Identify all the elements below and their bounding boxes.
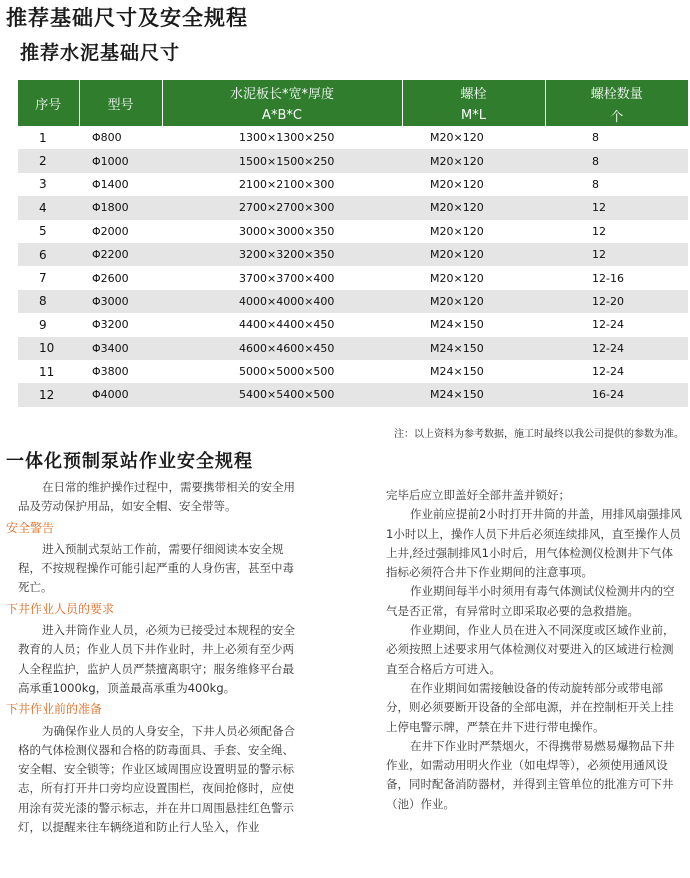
cell-slab: 2700×2700×300 xyxy=(162,196,402,219)
cell-no: 5 xyxy=(39,224,47,239)
table-row xyxy=(18,196,688,219)
cell-model: Φ2200 xyxy=(79,243,162,266)
cell-count: 12-20 xyxy=(545,290,688,313)
cell-no: 1 xyxy=(39,130,47,145)
cell-count: 12 xyxy=(592,224,606,238)
cell-bolt: M20×120 xyxy=(430,177,484,191)
cell-model: Φ1400 xyxy=(92,177,129,191)
table-row xyxy=(18,337,688,360)
right-column xyxy=(386,486,682,814)
cell-slab: 3200×3200×350 xyxy=(162,243,402,266)
cell-no: 7 xyxy=(39,271,47,286)
right-paragraph-2: 作业前应提前2小时打开井筒的井盖，用排风扇强排风1小时以上，操作人员下井后必须连续排风，直至操作人员上井,经过强制排风1小时后，用气体检测仪检测井下气体指标必须符合井下作业期间的注意事项。 xyxy=(386,507,682,580)
cell-model: Φ2600 xyxy=(92,271,129,285)
cell-slab: 1300×1300×250 xyxy=(239,131,335,145)
cell-slab: 4000×4000×400 xyxy=(162,290,402,313)
warning-heading: 安全警告 xyxy=(6,520,55,535)
intro-paragraph: 在日常的维护操作过程中，需要携带相关的安全用品及劳动保护用品，如安全帽、安全带等。 xyxy=(18,480,295,514)
cell-no: 3 xyxy=(39,177,47,192)
cell-count: 12 xyxy=(545,196,688,219)
cell-model: Φ2000 xyxy=(92,224,129,238)
page-title: 推荐基础尺寸及安全规程 xyxy=(6,6,248,30)
cell-bolt: M24×150 xyxy=(402,337,545,360)
cell-bolt: M24×150 xyxy=(430,318,484,332)
cell-count: 12-24 xyxy=(592,318,624,332)
table-row xyxy=(18,290,688,313)
section-title: 一体化预制泵站作业安全规程 xyxy=(6,451,253,472)
cell-model: Φ800 xyxy=(92,131,122,145)
cell-no: 10 xyxy=(18,337,79,360)
table-row xyxy=(18,383,688,406)
cell-count: 16-24 xyxy=(545,383,688,406)
cell-no: 11 xyxy=(39,364,55,379)
requirements-heading: 下井作业人员的要求 xyxy=(6,601,115,616)
foundation-size-table xyxy=(18,80,688,407)
cell-count: 12-16 xyxy=(592,271,624,285)
cell-bolt: M20×120 xyxy=(402,290,545,313)
cell-bolt: M20×120 xyxy=(430,224,484,238)
cell-count: 12 xyxy=(545,243,688,266)
cell-model: Φ1800 xyxy=(79,196,162,219)
cell-no: 9 xyxy=(39,317,47,332)
header-slab: 水泥板长*宽*厚度 xyxy=(162,80,402,104)
table-row xyxy=(18,266,688,289)
right-paragraph-5: 在作业期间如需接触设备的传动旋转部分或带电部分，则必须要断开设备的全部电源，并在控制柜开关上挂上停电警示牌，严禁在井下进行带电操作。 xyxy=(386,680,674,734)
table-row xyxy=(18,126,688,149)
preparation-heading: 下井作业前的准备 xyxy=(6,702,103,717)
cell-no: 4 xyxy=(18,196,79,219)
cell-bolt: M20×120 xyxy=(402,149,545,172)
header-no: 序号 xyxy=(18,80,79,126)
cell-slab: 3700×3700×400 xyxy=(239,271,335,285)
header-slab-unit: A*B*C xyxy=(162,104,402,126)
header-model: 型号 xyxy=(79,80,162,126)
cell-bolt: M24×150 xyxy=(430,365,484,379)
left-column xyxy=(6,478,300,837)
cell-slab: 5400×5400×500 xyxy=(162,383,402,406)
table-row xyxy=(18,173,688,196)
cell-bolt: M20×120 xyxy=(430,131,484,145)
right-paragraph-1: 完毕后应立即盖好全部井盖并锁好； xyxy=(386,488,570,502)
cell-no: 2 xyxy=(18,149,79,172)
header-bolt-unit: M*L xyxy=(402,104,545,126)
cell-count: 8 xyxy=(592,131,599,145)
cell-count: 12-24 xyxy=(545,337,688,360)
table-row xyxy=(18,313,688,336)
cell-model: Φ3800 xyxy=(92,365,129,379)
header-bolt: 螺栓 xyxy=(402,80,545,104)
cell-bolt: M24×150 xyxy=(402,383,545,406)
cell-no: 12 xyxy=(18,383,79,406)
cell-model: Φ1000 xyxy=(79,149,162,172)
cell-model: Φ3000 xyxy=(79,290,162,313)
cell-slab: 4400×4400×450 xyxy=(239,318,335,332)
cell-no: 6 xyxy=(18,243,79,266)
table-row xyxy=(18,243,688,266)
cell-no: 8 xyxy=(18,290,79,313)
right-paragraph-6: 在井下作业时严禁烟火，不得携带易燃易爆物品下井作业，如需动用明火作业（如电焊等），必须使用通风设备，同时配备消防器材，并得到主管单位的批准方可下井（池）作业。 xyxy=(386,738,675,811)
table-note: 注：以上资料为参考数据，施工时最终以我公司提供的参数为准。 xyxy=(394,429,684,440)
cell-model: Φ4000 xyxy=(79,383,162,406)
cell-bolt: M20×120 xyxy=(430,271,484,285)
cell-slab: 4600×4600×450 xyxy=(162,337,402,360)
preparation-paragraph: 为确保作业人员的人身安全，下井人员必须配备合格的气体检测仪器和合格的防毒面具、手套、安全绳、安全帽、安全锁等；作业区域周围应设置明显的警示标志，所有打开井口旁均应设置围栏，夜间抢修时，应使用涂有荧光漆的警示标志，并在井口周围悬挂红色警示灯，以提醒来往车辆绕道和防止行人坠入，作业 xyxy=(18,723,295,835)
table-row xyxy=(18,220,688,243)
table-subtitle: 推荐水泥基础尺寸 xyxy=(20,42,181,64)
cell-count: 8 xyxy=(592,177,599,191)
header-bolt-count: 螺栓数量 xyxy=(545,80,688,104)
cell-model: Φ3400 xyxy=(79,337,162,360)
warning-paragraph: 进入预制式泵站工作前，需要仔细阅读本安全规程，不按规程操作可能引起严重的人身伤害，甚至中毒死亡。 xyxy=(18,541,294,595)
cell-slab: 1500×1500×250 xyxy=(162,149,402,172)
table-row xyxy=(18,360,688,383)
cell-slab: 5000×5000×500 xyxy=(239,365,335,379)
cell-slab: 3000×3000×350 xyxy=(239,224,335,238)
table-row xyxy=(18,149,688,172)
cell-model: Φ3200 xyxy=(92,318,129,332)
requirements-paragraph: 进入井筒作业人员，必须为已接受过本规程的安全教育的人员；作业人员下井作业时，井上必须有至少两人全程监护，监护人员严禁擅离职守；服务维修平台最高承重1000kg，顶盖最高承重为400kg。 xyxy=(18,623,295,695)
cell-bolt: M20×120 xyxy=(402,243,545,266)
cell-count: 12-24 xyxy=(592,365,624,379)
right-paragraph-4: 作业期间，作业人员在进入不同深度或区域作业前，必须按照上述要求用气体检测仪对要进入的区域进行检测直至合格后方可进入。 xyxy=(386,623,675,676)
cell-count: 8 xyxy=(545,149,688,172)
header-bolt-count-unit: 个 xyxy=(545,104,688,126)
cell-bolt: M20×120 xyxy=(402,196,545,219)
right-paragraph-3: 作业期间每半小时须用有毒气体测试仪检测井内的空气是否正常，有异常时立即采取必要的急救措施。 xyxy=(386,584,675,618)
cell-slab: 2100×2100×300 xyxy=(239,177,335,191)
